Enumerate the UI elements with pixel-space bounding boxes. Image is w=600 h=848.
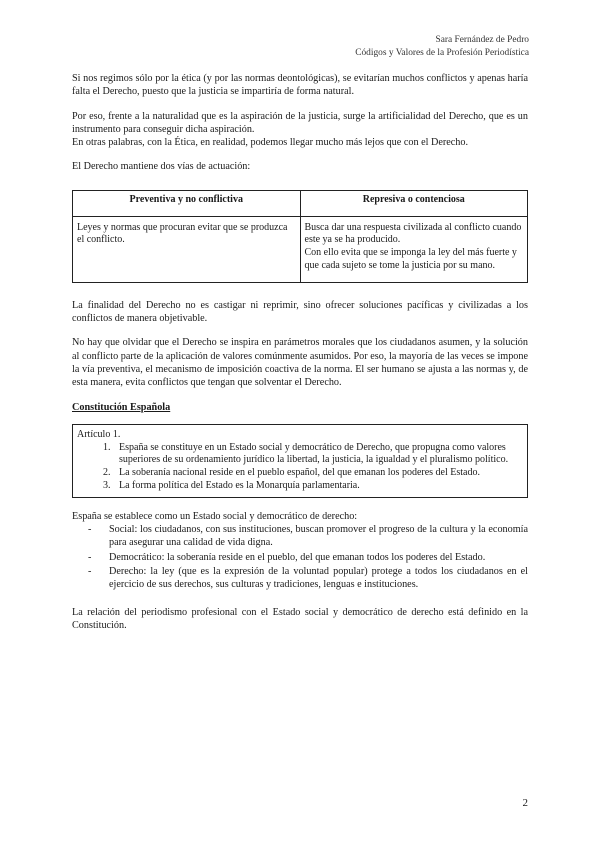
table-cell-represiva-line1: Busca dar una respuesta civilizada al conflicto cuando este ya se ha producido. [304, 221, 522, 246]
page-header [355, 34, 529, 60]
page-number: 2 [522, 797, 528, 809]
document-body [72, 72, 528, 643]
table-cell-represiva [300, 216, 528, 282]
dash-marker: - [88, 566, 92, 578]
paragraph-finalidad: La finalidad del Derecho no es castigar ni reprimir, sino ofrecer soluciones pacíficas y civilizadas a los conflictos de manera objetivable. [72, 299, 528, 325]
article-item: 2. La soberanía nacional reside en el pueblo español, del que emanan los poderes del Estado. [113, 467, 523, 480]
paragraph-parametros-morales: No hay que olvidar que el Derecho se inspira en parámetros morales que los ciudadanos asumen, y la solución al conflicto parte de la aplicación de valores comúnmente asumidos. Por eso, la mayoría de las veces se impone la vía preventiva, el mecanismo de imposición coactiva de la norma. El ser humano se ajusta a las normas y, de esta manera, evita conflictos que tengan que solventar el Derecho. [72, 337, 528, 389]
header-subject: Códigos y Valores de la Profesión Periodística [355, 48, 529, 58]
paragraph-estado-intro: España se establece como un Estado social y democrático de derecho: [72, 510, 358, 522]
table-header-represiva: Represiva o contenciosa [300, 190, 528, 216]
dash-marker: - [88, 551, 92, 563]
article-item: 3. La forma política del Estado es la Monarquía parlamentaria. [113, 480, 523, 493]
article-box [72, 424, 528, 498]
paragraph-artificialidad-line1: Por eso, frente a la naturalidad que es la aspiración de la justicia, surge la artificialidad del Derecho, que es un instrumento para conseguir dicha aspiración. [72, 110, 528, 135]
section-title-constitucion: Constitución Española [72, 401, 171, 413]
bullet-item-social [88, 523, 528, 550]
paragraph-etica: Si nos regimos sólo por la ética (y por las normas deontológicas), se evitarían muchos conflictos y apenas haría falta el Derecho, puesto que la justicia se impartiría de forma natural. [72, 73, 528, 98]
article-title: Artículo 1. [77, 428, 121, 440]
article-list [77, 442, 523, 493]
bullet-item-derecho [88, 565, 528, 592]
bullet-text-social: Social: los ciudadanos, con sus instituciones, buscan promover el progreso de la cultura y la economía para asegurar una calidad de vida digna. [109, 524, 528, 549]
dash-marker: - [88, 524, 92, 536]
vias-table-header-row [73, 190, 528, 216]
paragraph-vias-intro: El Derecho mantiene dos vías de actuación: [72, 161, 251, 173]
vias-table [72, 190, 528, 283]
header-author: Sara Fernández de Pedro [435, 35, 529, 45]
table-cell-represiva-line2: Con ello evita que se imponga la ley del más fuerte y que cada sujeto se tome la justicia por su mano. [304, 246, 517, 271]
paragraph-periodismo: La relación del periodismo profesional con el Estado social y democrático de derecho está definido en la Constitución. [72, 606, 528, 631]
table-header-preventiva: Preventiva y no conflictiva [73, 190, 301, 216]
paragraph-artificialidad [72, 110, 528, 150]
bullet-text-derecho: Derecho: la ley (que es la expresión de la voluntad popular) protege a todos los ciudadanos en el ejercicio de sus derechos, sus culturas y tradiciones, lenguas e instituciones. [109, 566, 528, 591]
bullet-item-democratico [88, 551, 528, 564]
paragraph-artificialidad-line2: En otras palabras, con la Ética, en realidad, podemos llegar mucho más lejos que con el Derecho. [72, 137, 469, 149]
table-cell-preventiva: Leyes y normas que procuran evitar que se produzca el conflicto. [73, 216, 301, 282]
estado-bullet-list [72, 523, 528, 591]
bullet-text-democratico: Democrático: la soberanía reside en el pueblo, del que emanan todos los poderes del Estado. [109, 551, 486, 563]
vias-table-row [73, 216, 528, 282]
article-item: 1. España se constituye en un Estado social y democrático de Derecho, que propugna como valores superiores de su ordenamiento jurídico la libertad, la justicia, la igualdad y el pluralismo político. [113, 442, 523, 468]
